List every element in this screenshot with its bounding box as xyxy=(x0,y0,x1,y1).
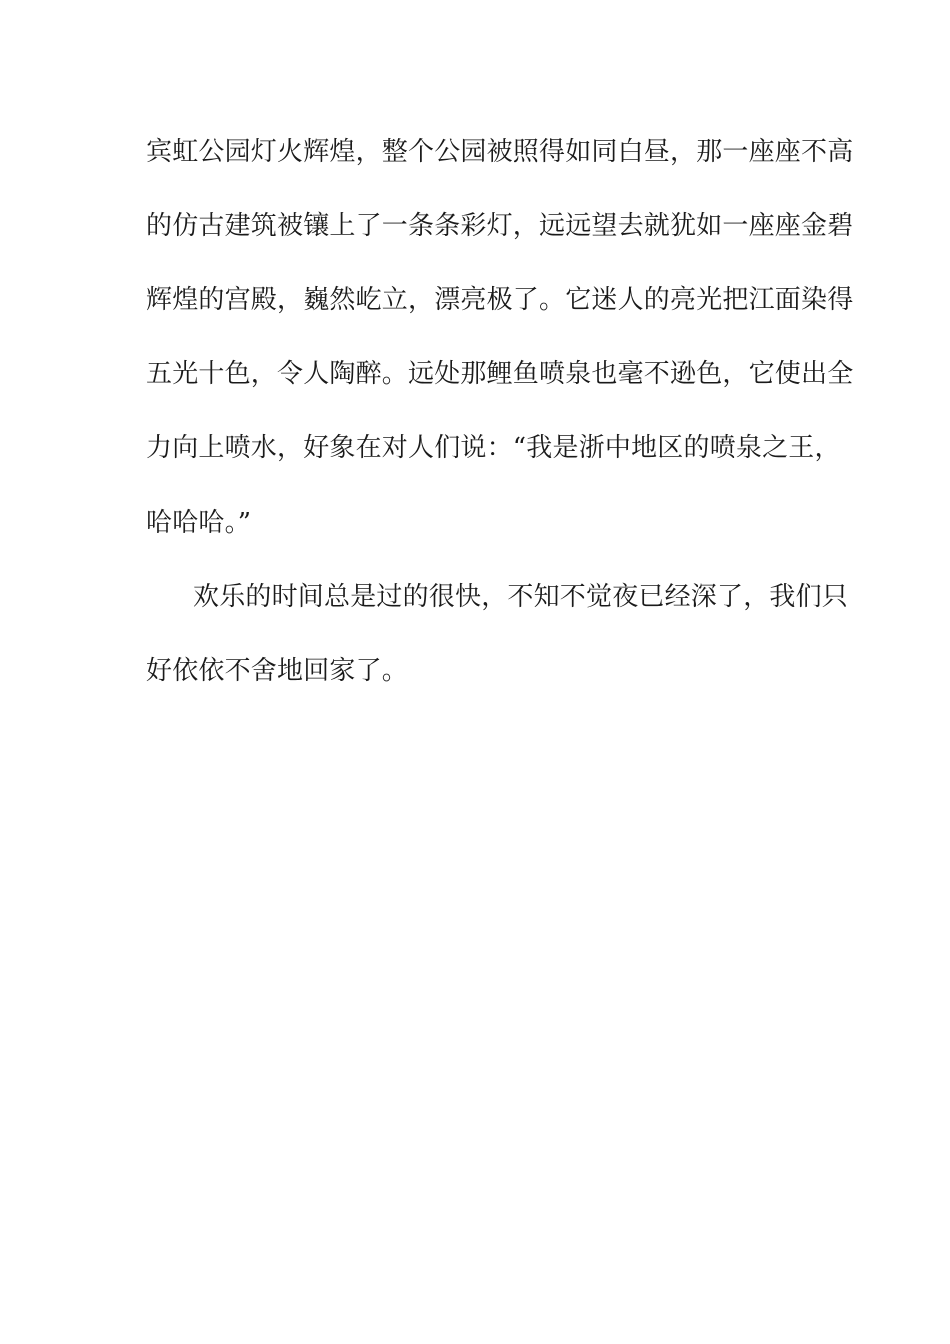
paragraph-2-line-2: 好依依不舍地回家了。 xyxy=(146,656,409,686)
paragraph-1-line-5: 力向上喷水，好象在对人们说：“我是浙中地区的喷泉之王， xyxy=(146,433,841,463)
paragraph-1-line-3: 辉煌的宫殿，巍然屹立，漂亮极了。它迷人的亮光把江面染得 xyxy=(146,285,854,315)
paragraph-1-line-2: 的仿古建筑被镶上了一条条彩灯，远远望去就犹如一座座金碧 xyxy=(146,211,854,241)
paragraph-1-line-4: 五光十色，令人陶醉。远处那鲤鱼喷泉也毫不逊色，它使出全 xyxy=(146,359,854,389)
paragraph-1-line-6: 哈哈哈。” xyxy=(146,508,252,538)
paragraph-2-line-1: 欢乐的时间总是过的很快，不知不觉夜已经深了，我们只 xyxy=(193,582,849,612)
paragraph-1-line-1: 宾虹公园灯火辉煌，整个公园被照得如同白昼，那一座座不高 xyxy=(146,137,854,167)
